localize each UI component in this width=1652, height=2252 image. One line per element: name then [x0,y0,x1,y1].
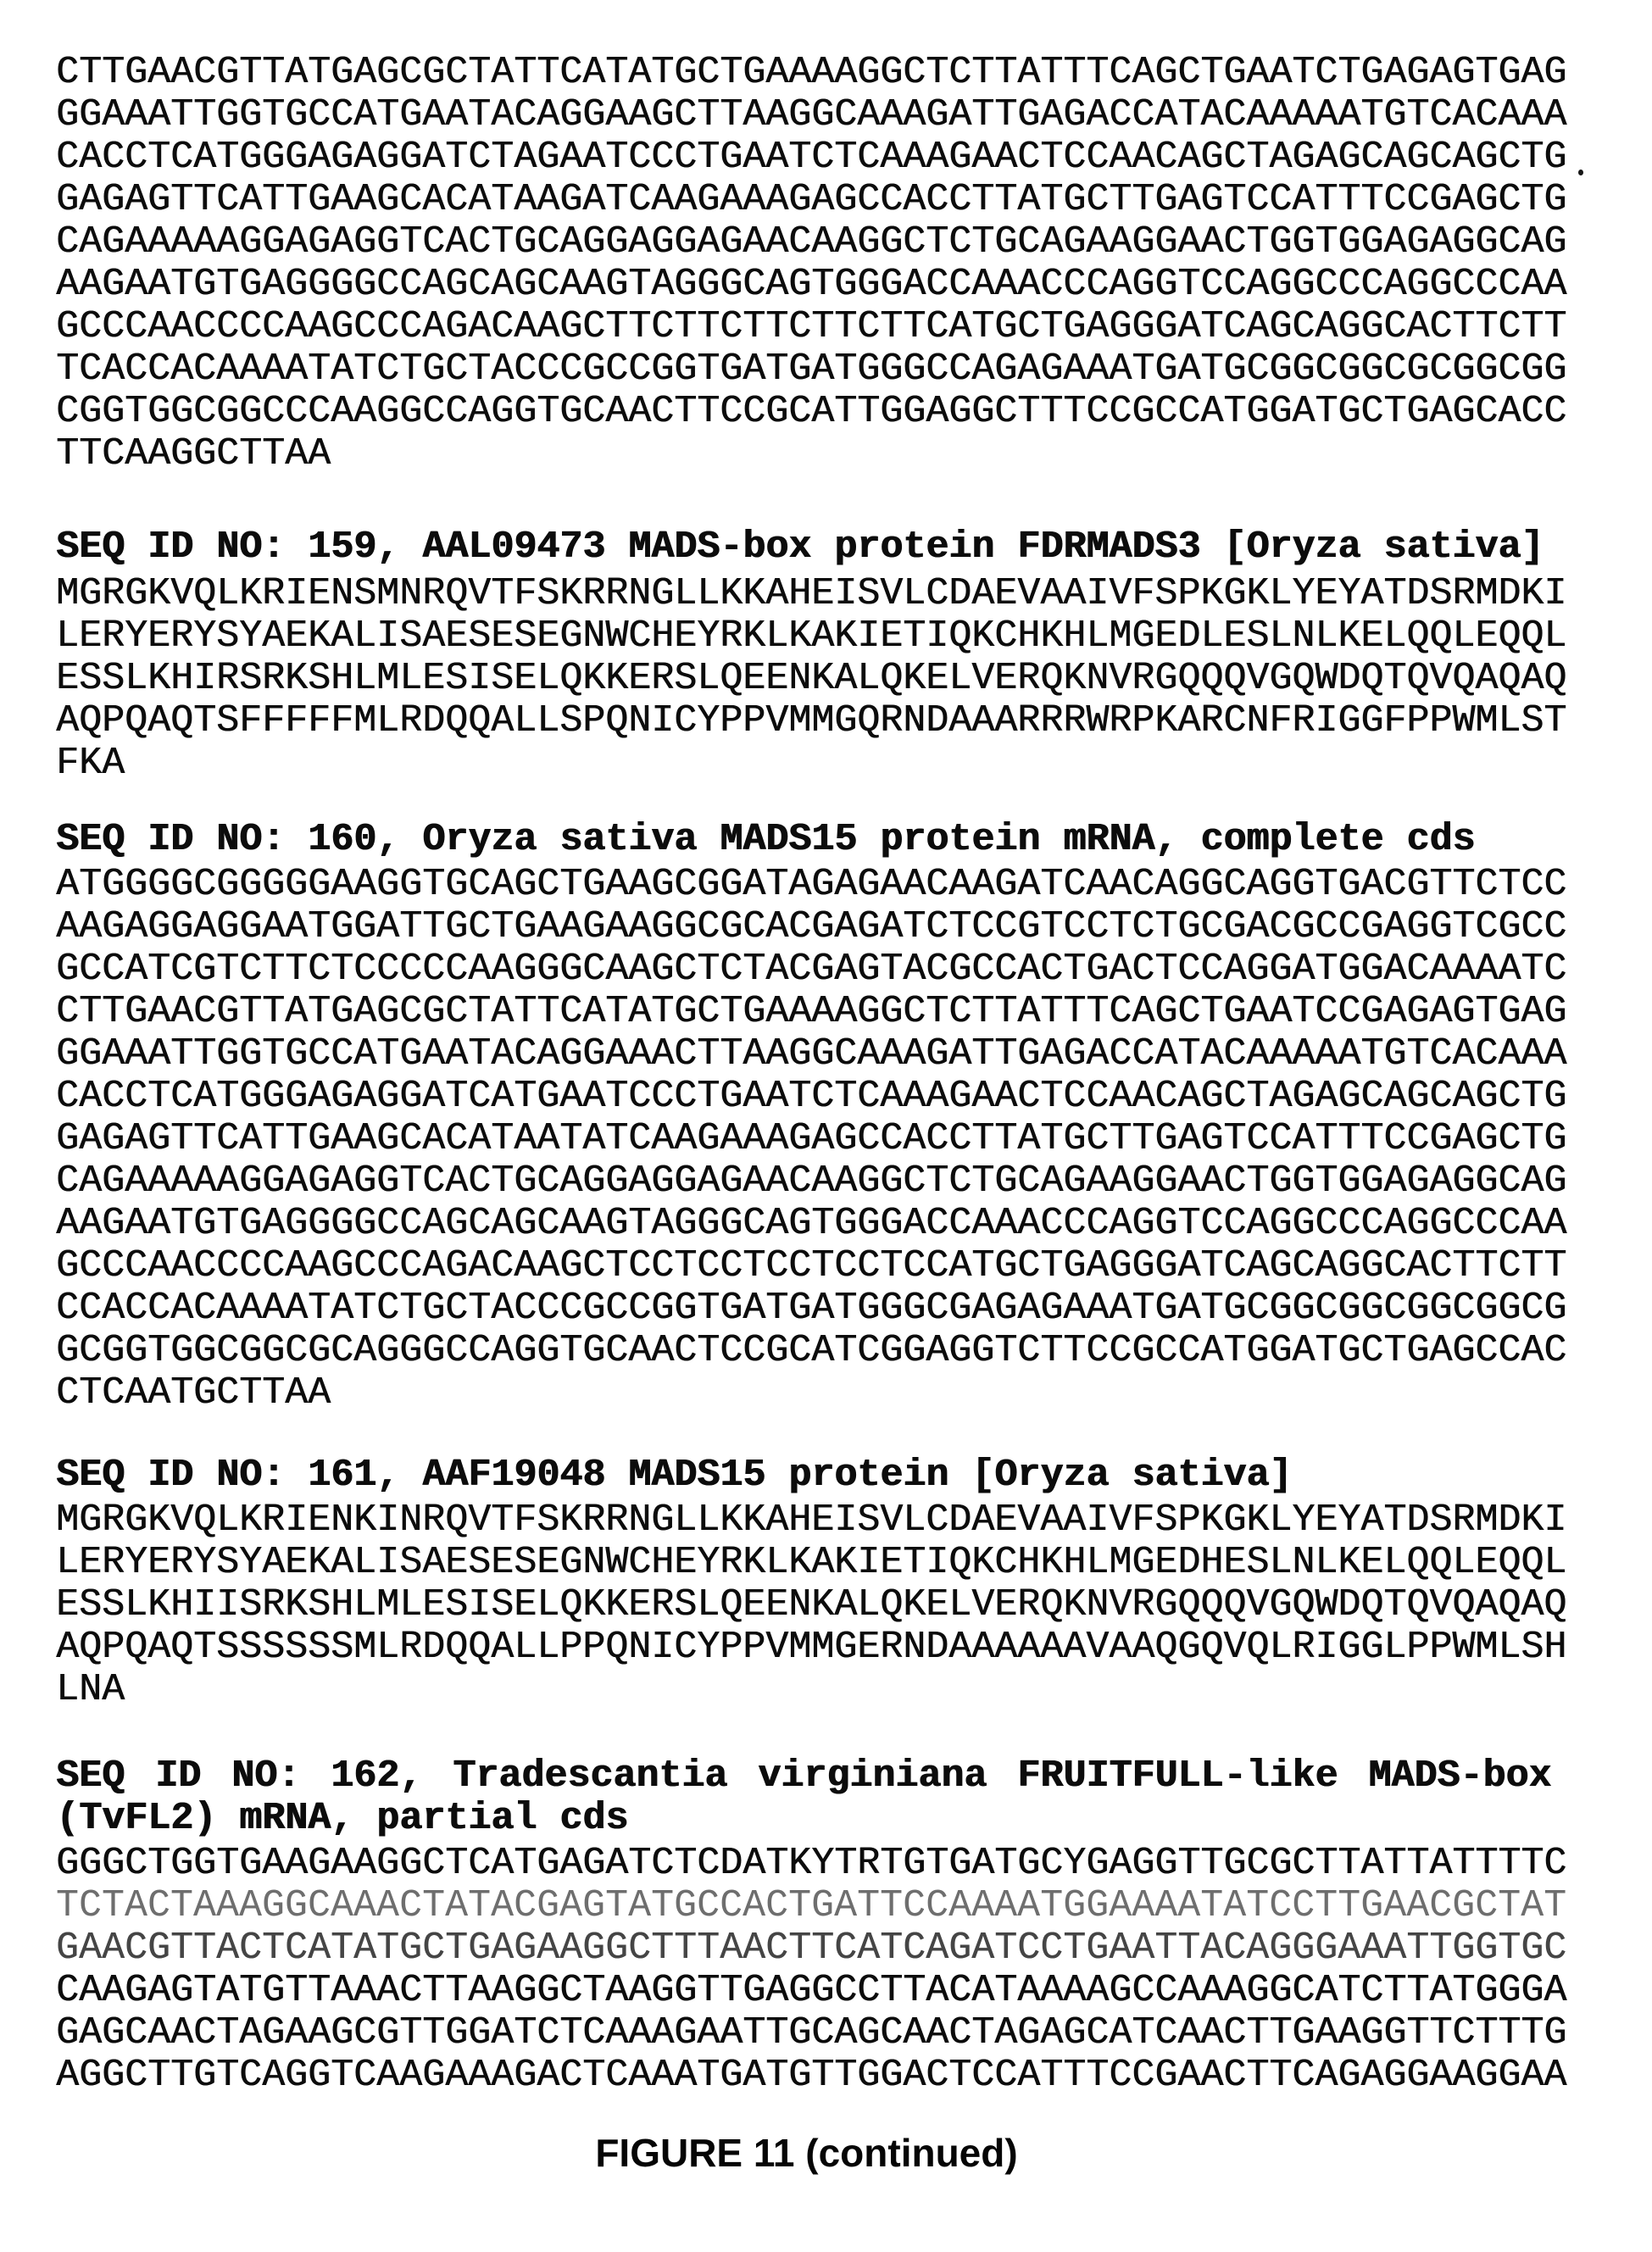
sequence-line: GCCCAACCCCAAGCCCAGACAAGCTCCTCCTCCTCCTCCATGCTGAGGGATCAGCAGGCACTTCTT [56,1244,1567,1287]
sequence-line: CACCTCATGGGAGAGGATCATGAATCCCTGAATCTCAAAGAACTCCAACAGCTAGAGCAGCAGCTG [56,1075,1567,1118]
sequence-line: AAGAATGTGAGGGGCCAGCAGCAAGTAGGGCAGTGGGACCAAACCCAGGTCCAGGCCCAGGCCCAA [56,263,1567,306]
sequence-line: CTTGAACGTTATGAGCGCTATTCATATGCTGAAAAGGCTCTTATTTCAGCTGAATCCGAGAGTGAG [56,990,1567,1033]
sequence-line: GGGCTGGTGAAGAAGGCTCATGAGATCTCDATKYTRTGTGATGCYGAGGTTGCGCTTATTATTTTC [56,1842,1567,1885]
sequence-line: GAGAGTTCATTGAAGCACATAAGATCAAGAAAGAGCCACCTTATGCTTGAGTCCATTTCCGAGCTG [56,178,1567,221]
sequence-line: ATGGGGCGGGGGAAGGTGCAGCTGAAGCGGATAGAGAACAAGATCAACAGGCAGGTGACGTTCTCC [56,863,1567,906]
sequence-line-faded: GAACGTTACTCATATGCTGAGAAGGCTTTAACTTCATCAGATCCTGAATTACAGGGAAATTGGTGC [56,1927,1567,1970]
sequence-line: AQPQAQTSSSSSSMLRDQQALLPPQNICYPPVMMGERNDAAAAAAVAAQGQVQLRIGGLPPWMLSH [56,1626,1567,1669]
sequence-header-160: SEQ ID NO: 160, Oryza sativa MADS15 protein mRNA, complete cds [56,818,1476,861]
sequence-block-161 [56,1454,1652,1711]
sequence-line: LERYERYSYAEKALISAESESEGNWCHEYRKLKAKIETIQKCHKHLMGEDHESLNLKELQQLEQQL [56,1541,1567,1584]
figure-caption: FIGURE 11 (continued) [595,2131,1018,2175]
sequence-block-continuation [56,52,1652,475]
sequence-line: CAGAAAAAGGAGAGGTCACTGCAGGAGGAGAACAAGGCTCTGCAGAAGGAACTGGTGGAGAGGCAG [56,220,1567,264]
sequence-line: AAGAGGAGGAATGGATTGCTGAAGAAGGCGCACGAGATCTCCGTCCTCTGCGACGCCGAGGTCGCC [56,905,1567,948]
sequence-line: TTCAAGGCTTAA [56,432,331,475]
sequence-line: ESSLKHIISRKSHLMLESISELQKKERSLQEENKALQKELVERQKNVRGQQQVGQWDQTQVQAQAQ [56,1583,1567,1626]
sequence-line: MGRGKVQLKRIENSMNRQVTFSKRRNGLLKKAHEISVLCDAEVAAIVFSPKGKLYEYATDSRMDKI [56,572,1567,615]
sequence-line: CTTGAACGTTATGAGCGCTATTCATATGCTGAAAAGGCTCTTATTTCAGCTGAATCTGAGAGTGAG [56,51,1567,94]
sequence-block-159 [56,526,1652,785]
sequence-line: CAAGAGTATGTTAAACTTAAGGCTAAGGTTGAGGCCTTACATAAAAGCCAAAGGCATCTTATGGGA [56,1969,1567,2012]
sequence-line: GCCATCGTCTTCTCCCCCAAGGGCAAGCTCTACGAGTACGCCACTGACTCCAGGATGGACAAAATC [56,948,1567,991]
sequence-line: GGAAATTGGTGCCATGAATACAGGAAGCTTAAGGCAAAGATTGAGACCATACAAAAATGTCACAAA [56,93,1567,136]
sequence-line: CCACCACAAAATATCTGCTACCCGCCGGTGATGATGGGCGAGAGAAATGATGCGGCGGCGGCGGCG [56,1287,1567,1330]
sequence-line: GGAAATTGGTGCCATGAATACAGGAAACTTAAGGCAAAGATTGAGACCATACAAAAATGTCACAAA [56,1032,1567,1076]
sequence-block-162 [56,1755,1652,2097]
sequence-line: AAGAATGTGAGGGGCCAGCAGCAAGTAGGGCAGTGGGACCAAACCCAGGTCCAGGCCCAGGCCCAA [56,1202,1567,1245]
sequence-line: TCACCACAAAATATCTGCTACCCGCCGGTGATGATGGGCCAGAGAAATGATGCGGCGGCGCGGCGG [56,348,1567,391]
sequence-header-162-line2: (TvFL2) mRNA, partial cds [56,1797,629,1840]
sequence-header-161: SEQ ID NO: 161, AAF19048 MADS15 protein [Oryza sativa] [56,1454,1293,1497]
sequence-line: CGGTGGCGGCCCAAGGCCAGGTGCAACTTCCGCATTGGAGGCTTTCCGCCATGGATGCTGAGCACC [56,390,1567,433]
sequence-line: AGGCTTGTCAGGTCAAGAAAGACTCAAATGATGTTGGACTCCATTTCCGAACTTCAGAGGAAGGAA [56,2054,1567,2097]
sequence-line: MGRGKVQLKRIENKINRQVTFSKRRNGLLKKAHEISVLCDAEVAAIVFSPKGKLYEYATDSRMDKI [56,1499,1567,1542]
sequence-line: CTCAATGCTTAA [56,1371,331,1415]
sequence-line: GCCCAACCCCAAGCCCAGACAAGCTTCTTCTTCTTCTTCATGCTGAGGGATCAGCAGGCACTTCTT [56,305,1567,348]
sequence-line: GCGGTGGCGGCGCAGGGCCAGGTGCAACTCCGCATCGGAGGTCTTCCGCCATGGATGCTGAGCCAC [56,1329,1567,1372]
sequence-line: GAGCAACTAGAAGCGTTGGATCTCAAAGAATTGCAGCAACTAGAGCATCAACTTGAAGGTTCTTTG [56,2011,1567,2055]
sequence-line: GAGAGTTCATTGAAGCACATAATATCAAGAAAGAGCCACCTTATGCTTGAGTCCATTTCCGAGCTG [56,1117,1567,1160]
sequence-line: LNA [56,1668,125,1711]
sequence-line: CAGAAAAAGGAGAGGTCACTGCAGGAGGAGAACAAGGCTCTGCAGAAGGAACTGGTGGAGAGGCAG [56,1159,1567,1203]
sequence-block-160 [56,819,1652,1415]
sequence-line: CACCTCATGGGAGAGGATCTAGAATCCCTGAATCTCAAAGAACTCCAACAGCTAGAGCAGCAGCTG [56,136,1567,179]
sequence-line: LERYERYSYAEKALISAESESEGNWCHEYRKLKAKIETIQKCHKHLMGEDLESLNLKELQQLEQQL [56,614,1567,658]
scan-speck-artifact [1578,170,1583,175]
sequence-line: FKA [56,742,125,785]
sequence-line: AQPQAQTSFFFFFMLRDQQALLSPQNICYPPVMMGQRNDAAARRRWRPKARCNFRIGGFPPWMLST [56,699,1567,742]
sequence-header-162-line1: SEQ ID NO: 162, Tradescantia virginiana FRUITFULL-like MADS-box [56,1754,1552,1798]
sequence-header-159: SEQ ID NO: 159, AAL09473 MADS-box protein FDRMADS3 [Oryza sativa] [56,525,1544,569]
sequence-line-faded: TCTACTAAAGGCAAACTATACGAGTATGCCACTGATTCCAAAATGGAAAATATCCTTGAACGCTAT [56,1884,1567,1927]
sequence-line: ESSLKHIRSRKSHLMLESISELQKKERSLQEENKALQKELVERQKNVRGQQQVGQWDQTQVQAQAQ [56,657,1567,700]
